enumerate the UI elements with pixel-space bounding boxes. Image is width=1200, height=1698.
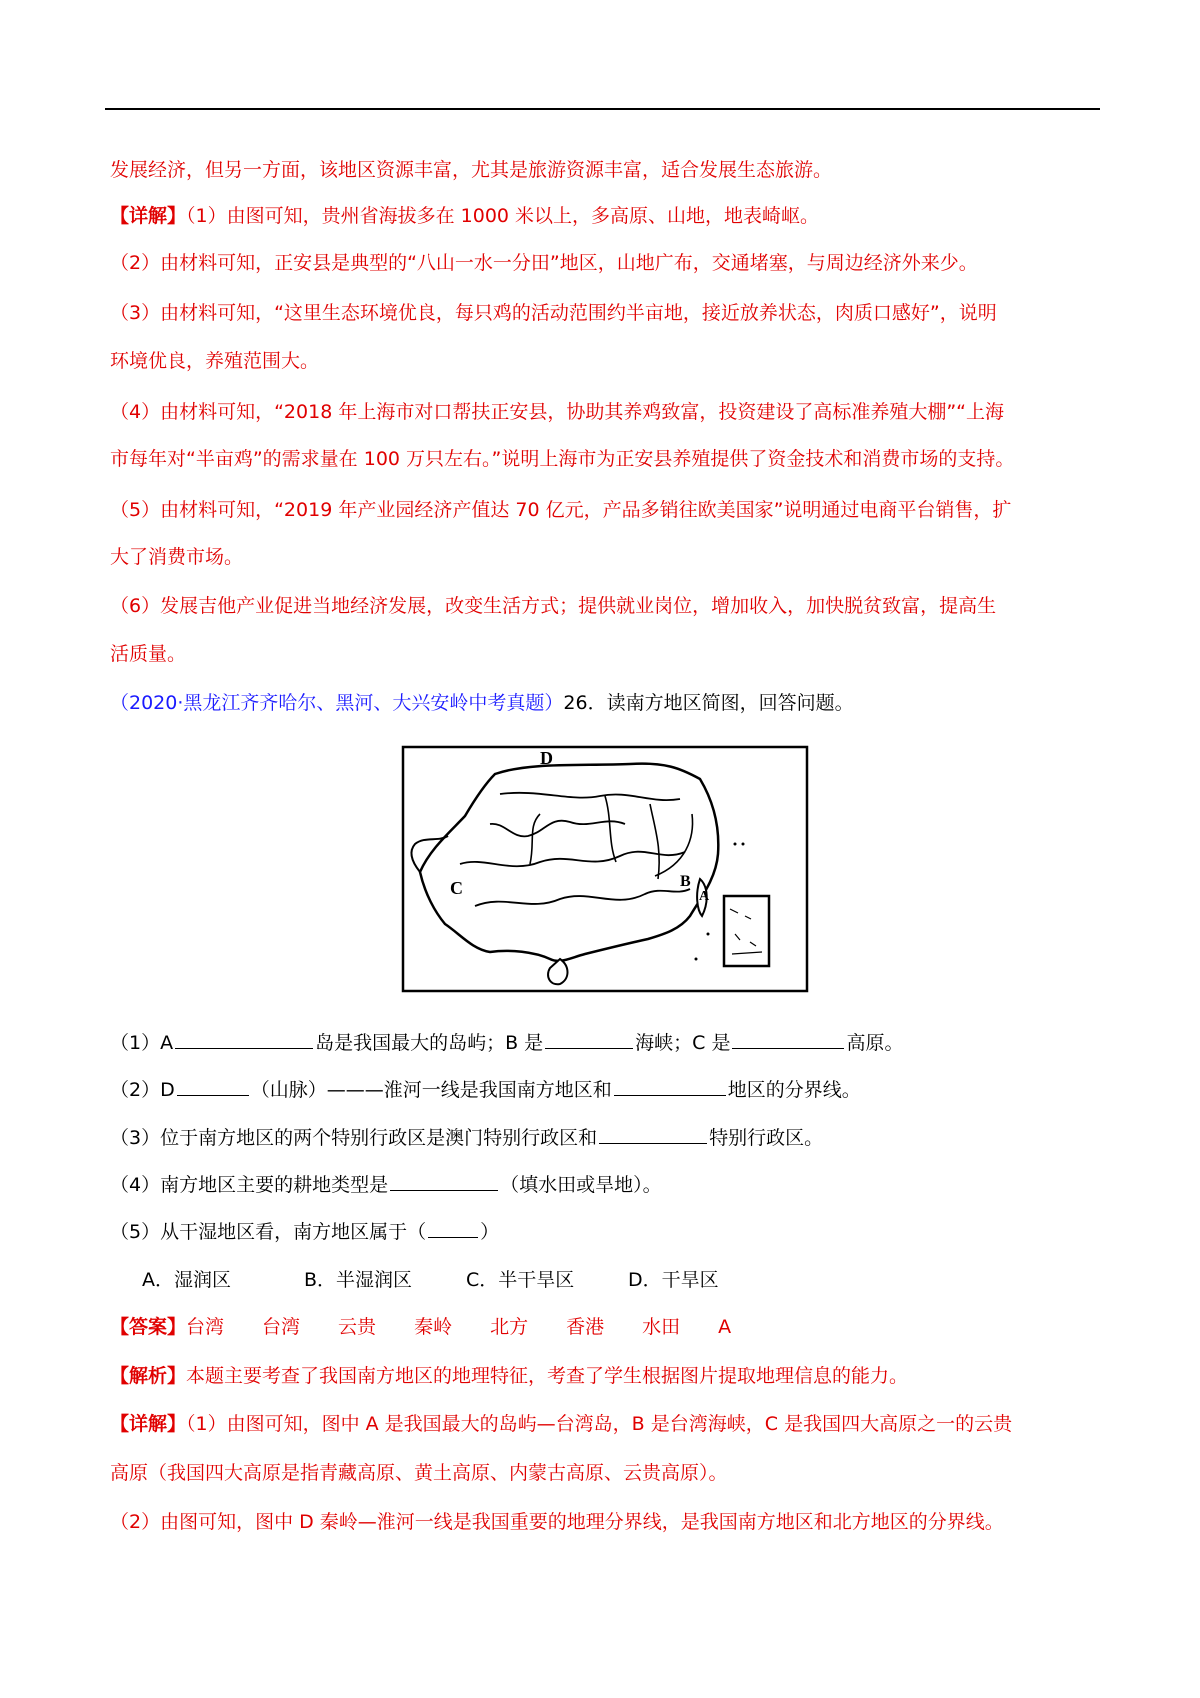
detail-line-2: （2）由材料可知，正安县是典型的“八山一水一分田”地区，山地广布，交通堵塞，与周边经济外来少。 (110, 252, 978, 274)
q3-prefix: （3）位于南方地区的两个特别行政区是澳门特别行政区和 (110, 1127, 598, 1149)
map-label-c: C (450, 878, 463, 898)
q2-blank-b[interactable] (614, 1077, 726, 1096)
detail2-line-1 (110, 1412, 1102, 1436)
map-label-d: D (540, 748, 553, 768)
answer-item: A (718, 1316, 732, 1338)
answer-item: 香港 (566, 1316, 605, 1338)
answer-item: 北方 (490, 1316, 529, 1338)
q1-blank-a[interactable] (175, 1030, 313, 1049)
detail-line-3b: 环境优良，养殖范围大。 (110, 350, 320, 372)
q5-prefix: （5）从干湿地区看，南方地区属于（ (110, 1221, 427, 1243)
q1-blank-b[interactable] (545, 1030, 633, 1049)
detail2-line-2: 高原（我国四大高原是指青藏高原、黄土高原、内蒙古高原、云贵高原）。 (110, 1462, 728, 1484)
detail2-text: （1）由图可知，图中 A 是我国最大的岛屿—台湾岛，B 是台湾海峡，C 是我国四大高原之一的云贵 (186, 1413, 1013, 1435)
q3 (110, 1125, 1102, 1150)
q1-prefix: （1）A (110, 1032, 174, 1054)
detail-line-5b: 大了消费市场。 (110, 546, 244, 568)
q4-suffix: （填水田或旱地）。 (500, 1174, 662, 1196)
detail-tag: 【详解】 (110, 205, 187, 227)
q5 (110, 1219, 1102, 1244)
answer-line (110, 1315, 1102, 1339)
q3-blank[interactable] (599, 1125, 707, 1144)
option-d[interactable]: D．干旱区 (628, 1269, 719, 1291)
south-china-map (400, 744, 810, 994)
header-rule (105, 108, 1100, 110)
option-a[interactable]: A．湿润区 (142, 1269, 231, 1291)
answer-item: 台湾 (262, 1316, 301, 1338)
question-stem: 26．读南方地区简图，回答问题。 (563, 692, 854, 714)
detail2-line-3: （2）由图可知，图中 D 秦岭—淮河一线是我国重要的地理分界线，是我国南方地区和北方地区的分界线。 (110, 1511, 1004, 1533)
map-figure (400, 744, 810, 994)
q3-suffix: 特别行政区。 (709, 1127, 824, 1149)
q1-suffix: 高原。 (846, 1032, 904, 1054)
q5-suffix: ） (480, 1221, 500, 1243)
detail-text: （1）由图可知，贵州省海拔多在 1000 米以上，多高原、山地，地表崎岖。 (186, 205, 820, 227)
q5-blank[interactable] (428, 1219, 478, 1238)
map-label-b: B (680, 873, 691, 890)
analysis-line (110, 1364, 1102, 1388)
detail2-tag: 【详解】 (110, 1413, 187, 1435)
detail-line-1 (110, 204, 1102, 228)
detail-line-6b: 活质量。 (110, 643, 187, 665)
answer-item: 云贵 (338, 1316, 377, 1338)
q1-mid1: 岛是我国最大的岛屿；B 是 (315, 1032, 544, 1054)
detail-line-5: （5）由材料可知，“2019 年产业园经济产值达 70 亿元，产品多销往欧美国家”说明通过电商平台销售，扩 (110, 499, 1012, 521)
q1-mid2: 海峡；C 是 (635, 1032, 731, 1054)
q2-suffix: 地区的分界线。 (727, 1079, 861, 1101)
answer-item: 水田 (642, 1316, 681, 1338)
answer-tag: 【答案】 (110, 1316, 187, 1338)
detail-line-3: （3）由材料可知，“这里生态环境优良，每只鸡的活动范围约半亩地，接近放养状态，肉质口感好”，说明 (110, 302, 997, 324)
q2-blank-a[interactable] (177, 1077, 249, 1096)
option-c[interactable]: C．半干旱区 (466, 1269, 575, 1291)
option-b[interactable]: B．半湿润区 (304, 1269, 413, 1291)
analysis-text: 本题主要考查了我国南方地区的地理特征，考查了学生根据图片提取地理信息的能力。 (186, 1365, 909, 1387)
detail-line-4: （4）由材料可知，“2018 年上海市对口帮扶正安县，协助其养鸡致富，投资建设了高标准养殖大棚”“上海 (110, 401, 1005, 423)
answer-item: 秦岭 (414, 1316, 453, 1338)
q4-blank[interactable] (390, 1172, 498, 1191)
q4 (110, 1172, 1102, 1197)
q4-prefix: （4）南方地区主要的耕地类型是 (110, 1174, 389, 1196)
question-source: （2020·黑龙江齐齐哈尔、黑河、大兴安岭中考真题） (110, 692, 564, 714)
q2-prefix: （2）D (110, 1079, 175, 1101)
text-line-1: 发展经济，但另一方面，该地区资源丰富，尤其是旅游资源丰富，适合发展生态旅游。 (110, 159, 833, 181)
q1 (110, 1030, 1102, 1055)
question-header (110, 691, 1102, 715)
q2 (110, 1077, 1102, 1102)
q5-options (142, 1268, 1134, 1292)
q1-blank-c[interactable] (732, 1030, 844, 1049)
detail-line-4b: 市每年对“半亩鸡”的需求量在 100 万只左右。”说明上海市为正安县养殖提供了资金技术和消费市场的支持。 (110, 448, 1015, 470)
analysis-tag: 【解析】 (110, 1365, 187, 1387)
detail-line-6: （6）发展吉他产业促进当地经济发展，改变生活方式；提供就业岗位，增加收入，加快脱贫致富，提高生 (110, 595, 997, 617)
map-label-a: A (699, 889, 710, 904)
q2-mid: （山脉）———淮河一线是我国南方地区和 (250, 1079, 612, 1101)
answer-item: 台湾 (186, 1316, 225, 1338)
